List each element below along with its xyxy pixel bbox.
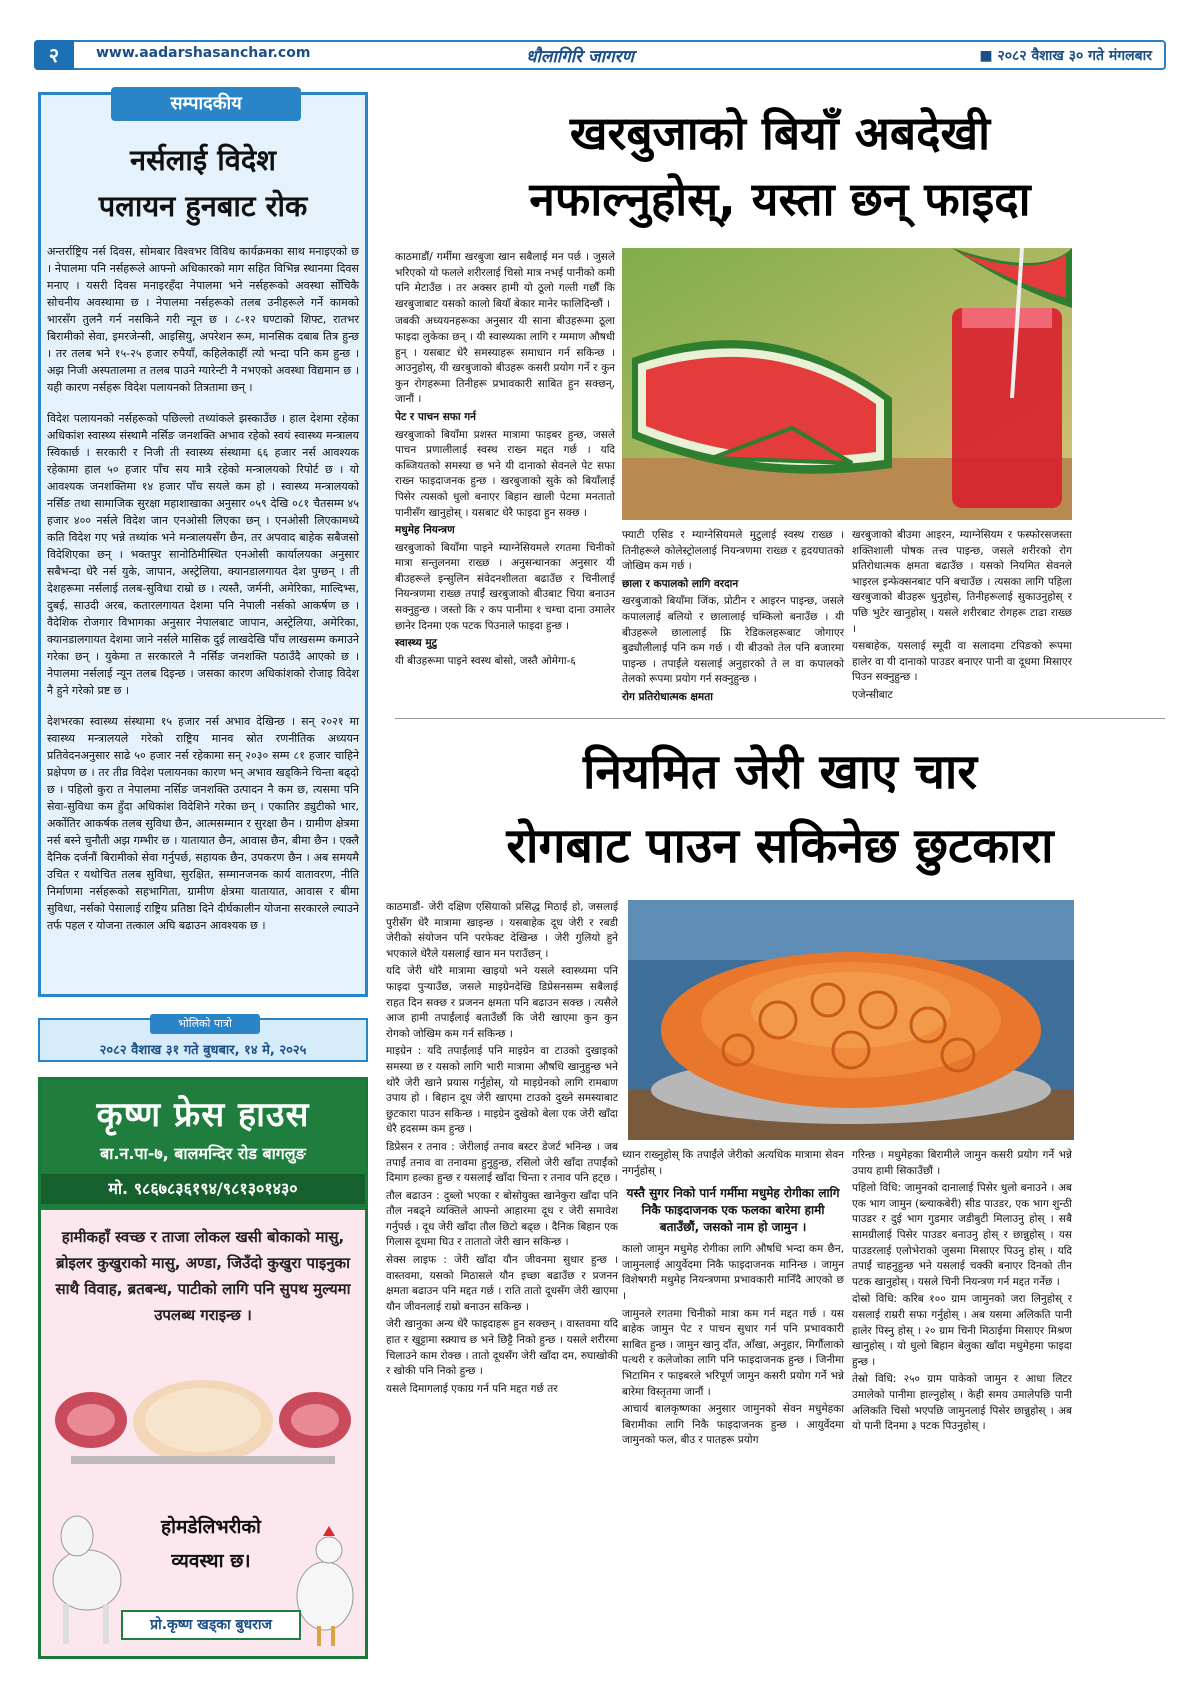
editorial-tab: सम्पादकीय	[111, 87, 301, 121]
article1-headline-line2: नफाल्नुहोस्, यस्ता छन् फाइदा	[529, 172, 1031, 226]
article-paragraph: तौल बढाउन : दुब्लो भएका र बोसोयुक्त खानेकुरा खाँदा पनि तौल नबढ्ने व्यक्तिले आफ्नो आहारमा दूध र जेरी समावेश गर्नुपर्छ । दूध जेरी खाँदा तौल छिटो बढ्छ । दैनिक बिहान एक गिलास दूधमा घिउ र तातातो जेरी खान सकिन्छ ।	[386, 1189, 618, 1249]
editorial-title	[41, 137, 365, 229]
article1-column3	[852, 528, 1072, 706]
editorial-box	[38, 92, 368, 997]
article-paragraph: काठमाडौं/ गर्मीमा खरबुजा खान सबैलाई मन पर्छ । जुसले भरिएको यो फलले शरीरलाई चिसो मात्र नभई पानीको कमी पनि मेटाउँछ । तर अक्सर हामी यो ठूलो गल्ती गर्छौं कि खरबुजाबाट यसको कालो बियाँ बेकार मानेर फालिदिन्छौं ।	[395, 251, 615, 310]
article-paragraph: कालो जामुन मधुमेह रोगीका लागि औषधि भन्दा कम छैन, जामुनलाई आयुर्वेदमा निकै फाइदाजनक मानिन्छ । जामुन विशेषगरी मधुमेह नियन्त्रणमा प्रभावकारी मानिँदै आएको छ ।	[622, 1243, 844, 1302]
editorial-paragraph: देशभरका स्वास्थ्य संस्थामा १५ हजार नर्स अभाव देखिन्छ । सन् २०२१ मा स्वास्थ्य मन्त्रालयले गरेको राष्ट्रिय मानव स्रोत रणनीतिक अध्ययन प्रतिवेदनअनुसार साढे ५० हजार नर्स रहेकामा सन् २०३० सम्म ८१ हजार चाहिने प्रक्षेपण छ । तर तीव्र विदेश पलायनका कारण भन् अभाव खड्किने चिन्ता बढ्दो छ । पहिलो कुरा त नेपालमा नर्सिङ जनशक्ति उत्पादन नै कम छ, त्यसमा पनि सेवा-सुविधा कम हुँदा अधिकांश विदेशिने गरेका छन् । एकातिर ड्युटीको भार, अर्कोतिर आकर्षक तलब सुविधा छैन, आत्मसम्मान र सुरक्षा छैन । ग्रामीण क्षेत्रमा नर्स बस्ने चुनौती अझ गम्भीर छ । यातायात छैन, आवास छैन, बीमा छैन । एक्लै दैनिक दर्जनौं बिरामीको सेवा गर्नुपर्छ, सहायक छैन, उपकरण छैन । अब समयमै उचित र यथोचित तलब सुविधा, सुरक्षित, सम्मानजनक कार्य वातावरण, नीति निर्माणमा नर्सहरूको सहभागिता, ग्रामीण क्षेत्रमा यातायात, आवास र बीमा सुविधा, नर्सको पेसालाई राष्ट्रिय प्रतिष्ठा दिने दीर्घकालीन योजना सरकारले ल्याउने तर्फ पहल र योजना तत्काल अघि बढाउन आवश्यक छ ।	[47, 715, 359, 932]
subheading: मधुमेह नियन्त्रण	[395, 524, 455, 537]
ad-delivery-line2: व्यवस्था छ।	[171, 1550, 251, 1572]
advertisement	[38, 1077, 368, 1659]
article1-headline	[395, 100, 1165, 232]
page-number: २	[34, 40, 74, 70]
article-paragraph: सेक्स लाइफ : जेरी खाँदा यौन जीवनमा सुधार हुन्छ । वास्तवमा, यसको मिठासले यौन इच्छा बढाउँछ र प्रजनन क्षमता बढाउन पनि मद्दत गर्छ । राति तातो दूधसँग जेरी खाएमा यौन जीवनलाई राम्रो बनाउन सकिन्छ ।	[386, 1254, 618, 1313]
article2-headline-line2: रोगबाट पाउन सकिनेछ छुटकारा	[506, 818, 1054, 874]
article-paragraph: माइग्रेन : यदि तपाईंलाई पनि माइग्रेन वा टाउको दुखाइको समस्या छ र यसको लागि भारी मात्रामा औषधि खानुहुन्छ भने थोरै जेरी खाने प्रयास गर्नुहोस्, यो माइग्रेनको लागि रामबाण उपाय हो । बिहान दूध जेरी खाएमा टाउको दुख्ने समस्याबाट छुटकारा पाउन सकिन्छ । माइग्रेन दुखेको बेला एक जेरी खाँदा धेरै हदसम्म कम हुन्छ ।	[386, 1045, 618, 1136]
article-paragraph: जामुनले रगतमा चिनीको मात्रा कम गर्न मद्दत गर्छ । यस बाहेक जामुन पेट र पाचन सुधार गर्न पनि प्रभावकारी साबित हुन्छ । जामुन खानु दाँत, आँखा, अनुहार, मिर्गौलाको पत्थरी र कलेजोका लागि पनि फाइदाजनक हुन्छ । जिनीमा भिटामिन र फाइबरले भरिपूर्ण जामुन कसरी प्रयोग गर्ने भन्ने बारेमा विस्तृतमा जानौं ।	[622, 1307, 844, 1398]
ad-phone: मो. ९८६७८३६१९४/९८१३०१४३०	[41, 1174, 365, 1204]
article-paragraph: आचार्य बालकृष्णका अनुसार जामुनको सेवन मधुमेहका बिरामीका लागि निकै फाइदाजनक हुन्छ । आयुर्वेदमा जामुनको फल, बीउ र पातहरू प्रयोग	[622, 1403, 844, 1447]
article-paragraph: पहिलो विधि: जामुनको दानालाई पिसेर धुलो बनाउने । अब एक भाग जामुन (ब्ल्याकबेरी) सीड पाउडर, एक भाग शुन्ठी पाउडर र दुई भाग गुडमार जडीबुटी मिलाउनु होस् । सबै सामग्रीलाई पिसेर पाउडर बनाउनु होस् र छान्नुहोस् । यस पाउडरलाई एलोभेराको जुसमा मिसाएर पिउनु होस् । यदि तपाईं चाहनुहुन्छ भने यसलाई चक्की बनाएर दिनको तीन पटक खानुहोस् । यसले चिनी नियन्त्रण गर्न मद्दत गर्नेछ ।	[852, 1182, 1072, 1288]
article2-headline-line1: नियमित जेरी खाए चार	[582, 744, 977, 800]
article-paragraph: यसले दिमागलाई एकाग्र गर्न पनि मद्दत गर्छ तर	[386, 1382, 558, 1395]
article2-column3	[852, 1148, 1072, 1437]
article-paragraph: दोस्रो विधि: करिब १०० ग्राम जामुनको जरा लिनुहोस् र यसलाई राम्ररी सफा गर्नुहोस् । अब यसमा अलिकति पानी हालेर पिस्नु होस् । २० ग्राम चिनी मिठाईमा मिसाएर मिश्रण खानुहोस् । यो धुलो बिहान बेलुका खाँदा मधुमेहमा फाइदा हुन्छ ।	[852, 1293, 1072, 1368]
ad-shop-name: कृष्ण फ्रेस हाउस	[96, 1095, 310, 1135]
article-paragraph: खरबुजाको बियाँमा पाइने म्याग्नेसियमले रगतमा चिनीको मात्रा सन्तुलनमा राख्छ । अनुसन्धानका अनुसार यी बीउहरूले इन्सुलिन संवेदनशीलता बढाउँछ र चिनीलाई नियन्त्रणमा राख्छ तपाईं खरबुजाको बीउबाट चिया बनाउन सक्नुहुन्छ । जस्तो कि २ कप पानीमा १ चम्चा दाना उमालेर छानेर दिनमा एक पटक पिउनाले फाइदा हुन्छ ।	[395, 541, 615, 632]
article-paragraph: खरबुजाको बियाँमा जिंक, प्रोटीन र आइरन पाइन्छ, जसले कपाललाई बलियो र छालालाई चम्किलो बनाउँछ । यी बीउहरूले छालालाई फ्रि रेडिकलहरूबाट जोगाएर बुढ्यौलीलाई पनि कम गर्छ । यी बीउको तेल पनि बजारमा पाइन्छ । तपाईंले यसलाई अनुहारको ते ल वा कपालको तेलको रूपमा प्रयोग गर्न सक्नुहुन्छ ।	[622, 595, 844, 686]
issue-date: ■ २०८२ वैशाख ३० गते मंगलबार	[979, 48, 1152, 64]
article2-col2-body	[622, 1242, 844, 1449]
ad-delivery-line1: होमडेलिभरीको	[161, 1516, 261, 1538]
article-paragraph: एजेन्सीबाट	[852, 688, 893, 701]
article2-highlight: यस्तै सुगर निको पार्न गर्मीमा मधुमेह रोगीका लागि निकै फाइदाजनक एक फलका बारेमा हामी बताउँछौं, जसको नाम हो जामुन ।	[626, 1186, 840, 1235]
article2-headline	[395, 735, 1165, 883]
subheading: स्वास्थ्य मुटु	[395, 637, 437, 650]
article-paragraph: फ्याटी एसिड र म्याग्नेसियमले मुटुलाई स्वस्थ राख्छ । तिनीहरूले कोलेस्ट्रोललाई नियन्त्रणमा राख्छ र हृदयघातको जोखिम कम गर्छ ।	[622, 529, 844, 573]
editorial-title-line2: पलायन हुनबाट रोक	[98, 189, 308, 223]
article2-col2-intro: ध्यान राख्नुहोस् कि तपाईंले जेरीको अत्यधिक मात्रामा सेवन नगर्नुहोस् ।	[622, 1149, 844, 1177]
watermelon-photo	[622, 248, 1072, 520]
article-paragraph: खरबुजाको बियाँमा प्रशस्त मात्रामा फाइबर हुन्छ, जसले पाचन प्रणालीलाई स्वस्थ राख्न मद्दत गर्छ । यदि कब्जियतको समस्या छ भने यी दानाको सेवनले पेट सफा राख्न फाइदाजनक हुन्छ । खरबुजाको सुके को बियाँलाई पिसेर त्यसको धुलो बनाएर बिहान खाली पेटमा मनतातो पानीसँग खानुहोस् । यसबाट धेरै फाइदा हुन सक्छ ।	[395, 428, 615, 519]
article-paragraph: यसबाहेक, यसलाई स्मूदी वा सलादमा टपिङको रूपमा हालेर वा यी दानाको पाउडर बनाएर पानी वा दूधमा मिसाएर पिउन सक्नुहुन्छ ।	[852, 640, 1072, 684]
article-paragraph: गरिन्छ । मधुमेहका बिरामीले जामुन कसरी प्रयोग गर्ने भन्ने उपाय हामी सिकाउँछौं ।	[852, 1149, 1072, 1177]
article-paragraph: काठमाडौं- जेरी दक्षिण एसियाको प्रसिद्ध मिठाई हो, जसलाई पुरीसँग धेरै मात्रामा खाइन्छ । यसबाहेक दूध जेरी र रबडी जेरीको संयोजन पनि परफेक्ट देखिन्छ । जेरी गुलियो हुने भएकाले धेरैले यसलाई खान मन पराउँछन् ।	[386, 901, 618, 960]
article2-column2	[622, 1148, 844, 1451]
article-paragraph: जेरी खानुका अन्य धेरै फाइदाहरू हुन सक्छन् । वास्तवमा यदि हात र खुट्टामा स्क्र्याच छ भने छिट्टै निको हुन्छ । यसले शरीरमा चिलाउने काम रोक्छ । तातो दूधसँग जेरी खाँदा दम, रुघाखोकी र खोकी पनि निको हुन्छ ।	[386, 1318, 619, 1378]
jalebi-photo	[628, 900, 1074, 1140]
article1-headline-line1: खरबुजाको बियाँ अबदेखी	[569, 106, 991, 160]
editorial-title-line1: नर्सलाई विदेश	[130, 143, 276, 177]
almanac-tab: भोलिको पात्रो	[150, 1014, 260, 1034]
article-paragraph: तेस्रो विधि: २५० ग्राम पाकेको जामुन र आधा लिटर उमालेको पानीमा हाल्नुहोस् । केही समय उमालेपछि पानी अलिकति चिसो भएपछि जामुनलाई पिसेर छान्नुहोस् । अब यो पानी दिनमा ३ पटक पिउनुहोस् ।	[852, 1373, 1072, 1433]
ad-content	[41, 1210, 365, 1659]
subheading: पेट र पाचन सफा गर्न	[395, 410, 477, 423]
article-paragraph: यदि जेरी थोरै मात्रामा खाइयो भने यसले स्वास्थ्यमा पनि फाइदा पुऱ्याउँछ, जसले माइग्रेनदेखि डिप्रेसनसम्म सबैलाई राहत दिन सक्छ र प्रजनन क्षमता पनि बढाउन सक्छ । त्यसैले आज हामी तपाईंलाई बताउँछौं कि जेरी खाएमा कुन कुन रोगको जोखिम कम गर्न सकिन्छ ।	[386, 965, 618, 1040]
ad-delivery	[131, 1510, 291, 1578]
article-paragraph: खरबुजाको बीउमा आइरन, म्याग्नेसियम र फस्फोरसजस्ता शक्तिशाली पोषक तत्त्व पाइन्छ, जसले शरीरको रोग प्रतिरोधात्मक क्षमता बढाउँछ । यसको नियमित सेवनले भाइरल इन्फेक्सनबाट पनि बचाउँछ । त्यसका लागि पहिला खरबुजाको बीउहरू धुनुहोस्, तिनीहरूलाई सुकाउनुहोस् र पछि भुटेर खानुहोस् । यसले शरीरबाट रोगहरू टाढा राख्छ ।	[852, 529, 1072, 635]
article-paragraph: यी बीउहरूमा पाइने स्वस्थ बोसो, जस्तै ओमेगा-६	[395, 654, 576, 667]
meat-illustration	[51, 1360, 355, 1470]
goat-illustration	[47, 1500, 127, 1650]
ad-description: हामीकहाँ स्वच्छ र ताजा लोकल खसी बोकाको मासु, ब्रोइलर कुखुराको मासु, अण्डा, जिउँदो कुखुरा पाइनुका साथै विवाह, ब्रतबन्ध, पाटीको लागि पनि सुपथ मुल्यमा उपलब्ध गराइन्छ ।	[55, 1228, 351, 1324]
website-url[interactable]: www.aadarshasanchar.com	[96, 45, 311, 61]
editorial-paragraph: अन्तर्राष्ट्रिय नर्स दिवस, सोमबार विश्वभर विविध कार्यक्रमका साथ मनाइएको छ । नेपालमा पनि नर्सहरूले आफ्नो अधिकारको माग सहित विभिन्न स्थानमा दिवस मनाए । यसरी दिवस मनाइरहँदा नेपालमा भने नर्सहरूको अवस्था सोँचिकै सोचनीय अवस्थामा छ । नेपालमा नर्सहरूको तलब उनीहरूले गर्ने कामको भारसँग तुलनै गर्न नसकिने गरी न्यून छ । ८-१२ घण्टाको शिफ्ट, रातभर बिरामीको सेवा, इमरजेन्सी, आइसियु, अपरेशन रूम, मानसिक दबाब तित्र हुन्छ । तर तलब भने १५-२५ हजार रुपैयाँ, कहिलेकाहीं त्यो भन्दा पनि कम हुन्छ । अझ निजी अस्पतालमा त तलब पाउने ग्यारेन्टी नै नभएको अवस्था विद्यमान छ । यही कारण नर्सहरू विदेश पलायनको तित्रतामा छन् ।	[47, 245, 359, 394]
almanac-box	[38, 1018, 368, 1062]
article-paragraph: डिप्रेसन र तनाव : जेरीलाई तनाव बस्टर डेजर्ट भनिन्छ । जब तपाईं तनाव वा तनावमा हुनुहुन्छ, रसिलो जेरी खाँदा तपाईंको दिमाग हल्का हुन्छ र यसलाई खाँदा चिन्ता र तनाव पनि हट्छ ।	[386, 1140, 618, 1185]
page-header	[34, 40, 1166, 70]
subheading: छाला र कपालको लागि वरदान	[622, 577, 739, 590]
editorial-paragraph: विदेश पलायनको नर्सहरूको पछिल्लो तथ्यांकले झस्काउँछ । हाल देशमा रहेका अधिकांश स्वास्थ्य संस्थामै नर्सिङ जनशक्ति अभाव रहेको स्वयं स्वास्थ्य मन्त्रालय स्विकार्छ । सरकारी र निजी ती स्वास्थ्य संस्थामा ६६ हजार नर्स आवश्यक रहेकामा हाल ५० हजार पाँच सय मात्रै रहेको मन्त्रालयको रिपोर्ट छ । यो आवश्यक जनशक्तिमा १४ हजार पाँच सयले कम हो । स्वास्थ्य मन्त्रालयको नर्सिङ तथा सामाजिक सुरक्षा महाशाखाका अनुसार ०५९ देखि ०८१ चैतसम्म ४५ हजार ४०० नर्सले विदेश जान एनओसी लिएका छन् । एनओसी लिएकामध्ये कति विदेश गए भन्ने तथ्यांक भने मन्त्रालयसँग छैन, तर अपवाद बाहेक सबैजसो विदेशिएका छन् । भक्तपुर सानोठिमीस्थित एनओसी कार्यालयका अनुसार सबैभन्दा धेरै नर्स युके, जापान, अस्ट्रेलिया, क्यानडालगायत देश पुग्छन् । ती देशहरूमा नर्सलाई तलब-सुविधा राम्रो छ । त्यस्तै, जर्मनी, अमेरिका, माल्दिभ्स, दुबई, साउदी अरब, कतारलगायत देशमा पनि नेपाली नर्सको आकर्षण छ । वैदेशिक रोजगार विभागका अनुसार नेपालबाट जापान, अस्ट्रेलिया, अमेरिका, क्यानडालगायत देशमा जाने नर्सले मासिक दुई लाखदेखि पाँच लाखसम्म कमाउने गरेका छन् । युकेमा त सरकारले नै नर्सिङ जनशक्ति पठाउँदै आएको छ । नेपालमा नर्सलाई न्यून तलब दिइन्छ । जसका कारण अधिकांशको रोजाइ विदेश नै हुने गरेको प्रष्ट छ ।	[47, 412, 360, 697]
ad-address: बा.न.पा-७, बालमन्दिर रोड बागलुङ	[100, 1144, 306, 1163]
article1-column2	[622, 528, 844, 708]
editorial-body	[47, 243, 359, 948]
section-divider	[395, 718, 1165, 719]
ad-owner: प्रो.कृष्ण खड्का बुधराज	[121, 1610, 301, 1640]
subheading: रोग प्रतिरोधात्मक क्षमता	[622, 690, 713, 703]
article1-column1	[395, 250, 615, 671]
masthead: धौलागिरि जागरण	[526, 47, 634, 67]
article2-column1	[386, 900, 618, 1399]
ad-header	[41, 1080, 365, 1210]
article-paragraph: जबकी अध्ययनहरूका अनुसार यी साना बीउहरूमा ठूला फाइदा लुकेका छन् । यी स्वास्थ्यका लागि र ग्ममाण औषधी हुन् । यसबाट धेरै समस्याहरू समाधान गर्न सकिन्छ । आउनुहोस्, यी खरबुजाको बीउहरू कसरी प्रयोग गर्ने र कुन कुन रोगहरूमा तिनीहरू प्रभावकारी साबित हुन सक्छन्, जानौं ।	[395, 315, 615, 406]
almanac-date: २०८२ वैशाख ३१ गते बुधबार, १४ मे, २०२५	[99, 1043, 307, 1058]
